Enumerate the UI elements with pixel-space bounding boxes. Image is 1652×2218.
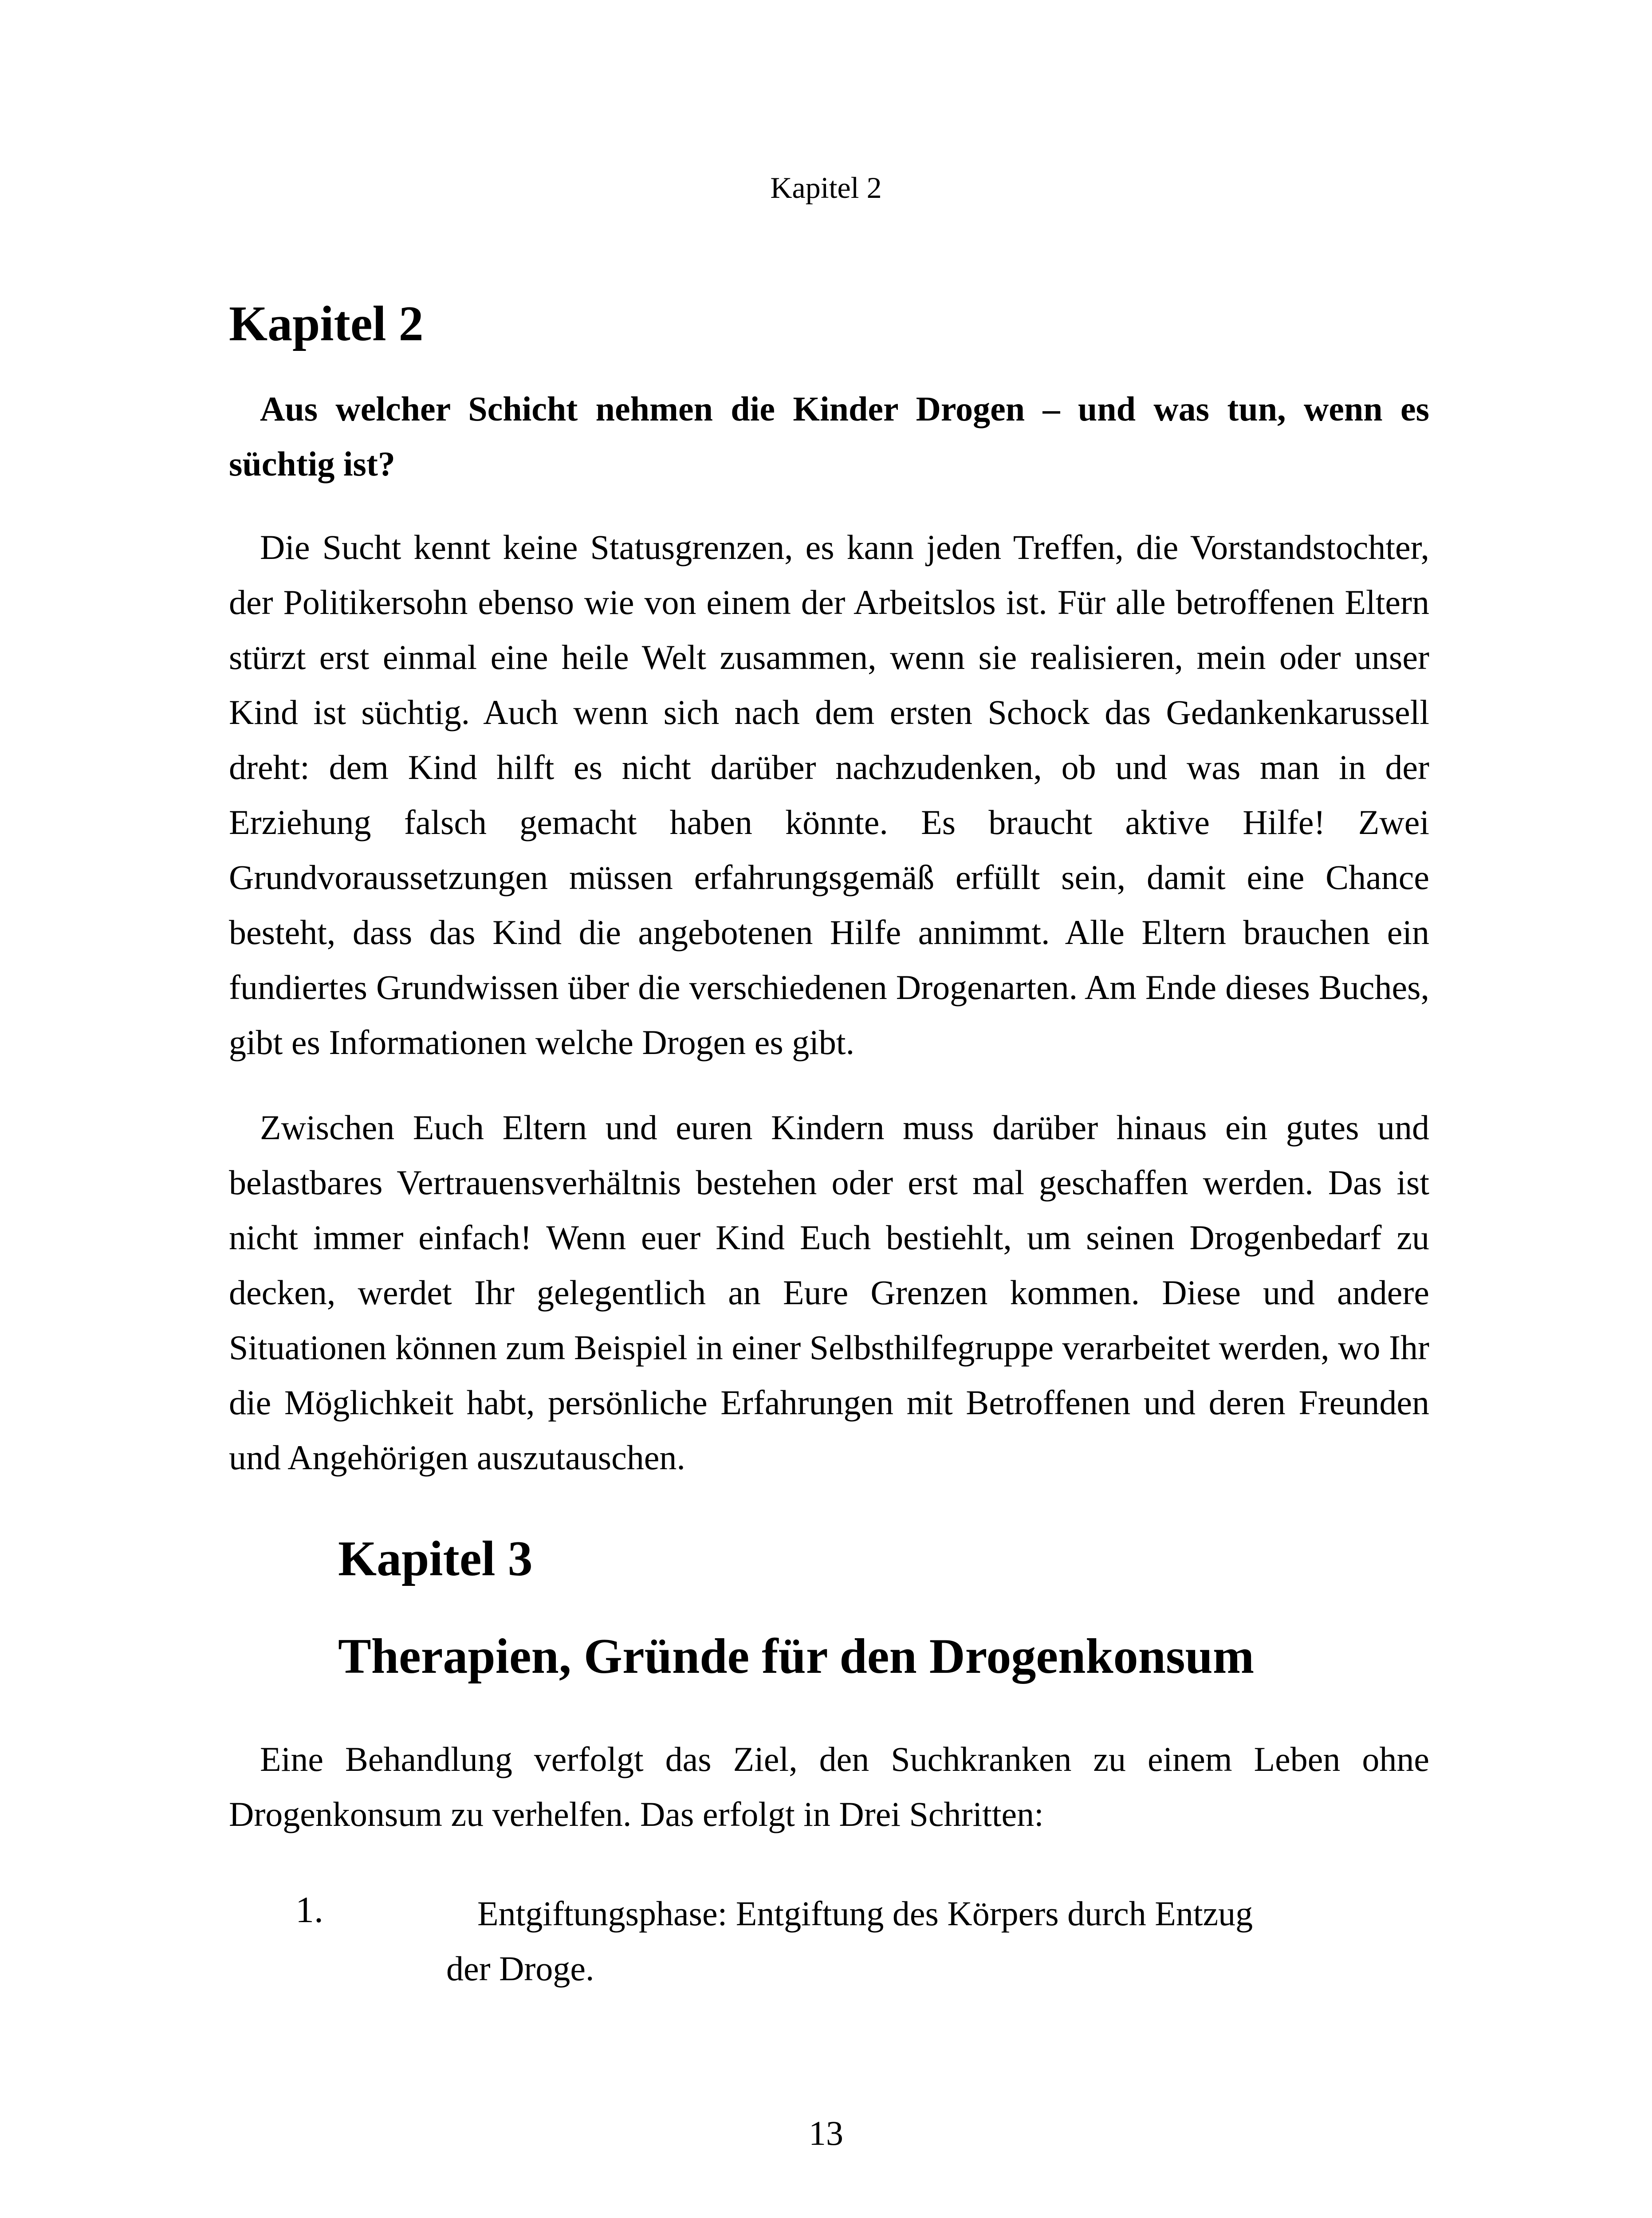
- chapter-2-paragraph-2: Zwischen Euch Eltern und euren Kindern muss darüber hinaus ein gutes und belastbares Vertrauensverhältnis bestehen oder erst mal geschaffen werden. Das ist nicht immer einfach! Wenn euer Kind Euch bestiehlt, um seinen Drogenbedarf zu decken, werdet Ihr gelegentlich an Eure Grenzen kommen. Diese und andere Situationen können zum Beispiel in einer Selbsthilfegruppe verarbeitet werden, wo Ihr die Möglichkeit habt, persönliche Erfahrungen mit Betroffenen und deren Freunden und Angehörigen auszutauschen.: [229, 1108, 1429, 1477]
- chapter-3-title: Kapitel 3: [338, 1531, 533, 1586]
- chapter-2-subtitle: Aus welcher Schicht nehmen die Kinder Drogen – und was tun, wenn es süchtig ist?: [229, 389, 1429, 483]
- chapter-3-intro-paragraph: Eine Behandlung verfolgt das Ziel, den Suchkranken zu einem Leben ohne Drogenkonsum zu verhelfen. Das erfolgt in Drei Schritten:: [229, 1740, 1429, 1833]
- chapter-2-title: Kapitel 2: [229, 296, 424, 351]
- steps-list: [229, 1886, 1429, 1996]
- list-item: [229, 1886, 1542, 1996]
- list-item-text-line-2: der Droge.: [446, 1949, 594, 1988]
- list-item-text-line-1: Entgiftungsphase: Entgiftung des Körpers durch Entzug: [477, 1894, 1253, 1933]
- chapter-3-heading-block: [338, 1528, 1429, 1687]
- page-content: [229, 293, 1429, 1996]
- list-item-number: 1.: [295, 1889, 323, 1931]
- running-header: Kapitel 2: [770, 171, 882, 204]
- chapter-3-subtitle: Therapien, Gründe für den Drogenkonsum: [338, 1629, 1255, 1684]
- chapter-2-paragraph-1: Die Sucht kennt keine Statusgrenzen, es kann jeden Treffen, die Vorstandstochter, der Politikersohn ebenso wie von einem der Arbeitslos ist. Für alle betroffenen Eltern stürzt erst einmal eine heile Welt zusammen, wenn sie realisieren, mein oder unser Kind ist süchtig. Auch wenn sich nach dem ersten Schock das Gedankenkarussell dreht: dem Kind hilft es nicht darüber nachzudenken, ob und was man in der Erziehung falsch gemacht haben könnte. Es braucht aktive Hilfe! Zwei Grundvoraussetzungen müssen erfahrungsgemäß erfüllt sein, damit eine Chance besteht, dass das Kind die angebotenen Hilfe annimmt. Alle Eltern brauchen ein fundiertes Grundwissen über die verschiedenen Drogenarten. Am Ende dieses Buches, gibt es Informationen welche Drogen es gibt.: [229, 528, 1429, 1062]
- page-number: 13: [809, 2114, 843, 2152]
